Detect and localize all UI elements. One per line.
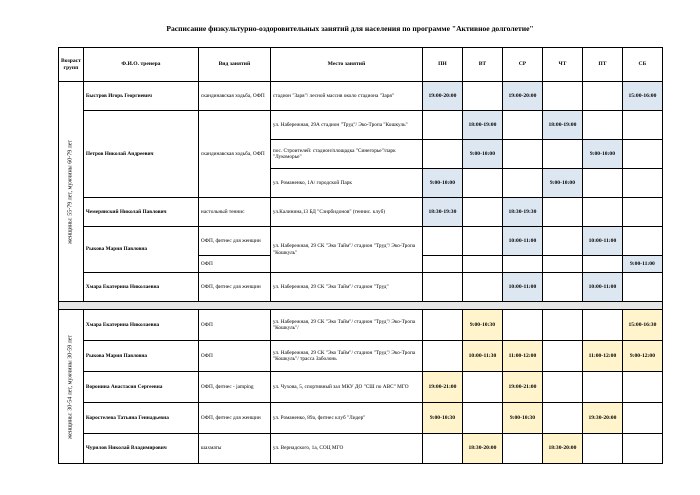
trainer-name: Быстров Игорь Георгиевич	[83, 82, 198, 111]
activity-type: ОФП	[198, 310, 270, 341]
schedule-table	[58, 47, 663, 464]
time-cell-fri	[582, 82, 622, 111]
time-cell-fri	[582, 372, 622, 403]
time-cell-thu	[542, 273, 582, 302]
venue: пос. Строителей: стадион/площадка "Синегорье"/парк "Лукоморье"	[270, 140, 422, 169]
activity-type: ОФП	[198, 341, 270, 372]
trainer-name: Воронина Анастасия Сергеевна	[83, 372, 198, 403]
time-cell-tue	[462, 82, 502, 111]
time-cell-wed: 10:00-11:00	[502, 273, 542, 302]
time-cell-fri	[582, 111, 622, 140]
time-cell-sat	[622, 372, 662, 403]
time-cell-fri	[582, 256, 622, 273]
time-cell-thu	[542, 227, 582, 256]
activity-type: скандинавская ходьба, ОФП	[198, 111, 270, 198]
venue: ул. Романенко, 1А/ городской Парк	[270, 169, 422, 198]
header-day-fri: ПТ	[582, 48, 622, 82]
venue: ул.Калинина,13 БД "Сзирбидонов" (теннис. клуб)	[270, 198, 422, 227]
time-cell-fri	[582, 434, 622, 464]
time-cell-wed	[502, 140, 542, 169]
time-cell-thu	[542, 341, 582, 372]
header-row	[59, 48, 663, 82]
trainer-name: Чемерянский Николай Павлович	[83, 198, 198, 227]
time-cell-thu: 18:00-19:00	[542, 111, 582, 140]
time-cell-tue: 9:00-10:00	[462, 140, 502, 169]
time-cell-fri	[582, 310, 622, 341]
activity-type: ОФП, фитнес для женщин	[198, 273, 270, 302]
header-group: Возраст групп	[59, 48, 84, 82]
time-cell-tue: 18:00-19:00	[462, 111, 502, 140]
time-cell-tue	[462, 198, 502, 227]
age-group-label	[59, 82, 84, 302]
time-cell-sat	[622, 198, 662, 227]
time-cell-wed	[502, 169, 542, 198]
table-row	[59, 310, 663, 341]
age-group-label	[59, 310, 84, 464]
time-cell-sat	[622, 140, 662, 169]
group-separator	[59, 302, 663, 310]
venue: ул. Набережная, 29 СК "Эко Тайм"/ стадион "Труд"/ Эко-Тропа "Кошкуль"/ трасса Заболонь	[270, 341, 422, 372]
time-cell-sat: 9:00-11:00	[622, 256, 662, 273]
activity-type: скандинавская ходьба, ОФП	[198, 82, 270, 111]
table-row	[59, 434, 663, 464]
time-cell-thu	[542, 372, 582, 403]
time-cell-sat	[622, 403, 662, 434]
age-group-text: женщины: 55-79 лет, мужчины 60-79 лет	[67, 139, 74, 244]
time-cell-mon	[422, 310, 462, 341]
time-cell-wed: 9:00-10:30	[502, 403, 542, 434]
separator-cell	[59, 302, 663, 310]
time-cell-mon: 19:00-20:00	[422, 82, 462, 111]
time-cell-thu: 18:30-20:00	[542, 434, 582, 464]
time-cell-wed: 10:00-11:00	[502, 227, 542, 256]
time-cell-wed	[502, 310, 542, 341]
time-cell-mon: 19:00-21:00	[422, 372, 462, 403]
header-kind: Вид занятий	[198, 48, 270, 82]
time-cell-sat: 15:00-16:30	[622, 310, 662, 341]
time-cell-thu	[542, 82, 582, 111]
time-cell-fri	[582, 169, 622, 198]
venue: ул. Набережная, 29 СК "Эко Тайм"/ стадион "Труд"	[270, 273, 422, 302]
venue: стадион "Заря"/ лесной массив около стадиона "Заря"	[270, 82, 422, 111]
time-cell-wed: 11:00-12:00	[502, 341, 542, 372]
time-cell-tue	[462, 169, 502, 198]
header-day-mon: ПН	[422, 48, 462, 82]
time-cell-thu	[542, 403, 582, 434]
table-row	[59, 372, 663, 403]
trainer-name: Хмара Екатерина Николаевна	[83, 310, 198, 341]
time-cell-wed	[502, 434, 542, 464]
time-cell-wed	[502, 111, 542, 140]
venue: ул. Набережная, 29 СК "Эко Тайм"/ стадион "Труд"/ Эко-Тропа "Кошкуль"	[270, 227, 422, 273]
time-cell-mon: 9:00-10:30	[422, 403, 462, 434]
trainer-name: Рыкова Мария Павловна	[83, 227, 198, 273]
activity-type: ОФП	[198, 256, 270, 273]
time-cell-wed: 18:30-19:30	[502, 198, 542, 227]
header-day-sat: СБ	[622, 48, 662, 82]
trainer-name: Чурилов Николай Владимирович	[83, 434, 198, 464]
trainer-name: Петров Николай Андреевич	[83, 111, 198, 198]
time-cell-tue: 10:00-11:30	[462, 341, 502, 372]
time-cell-thu	[542, 140, 582, 169]
trainer-name: Рыкова Мария Павловна	[83, 341, 198, 372]
table-row	[59, 198, 663, 227]
time-cell-tue	[462, 256, 502, 273]
header-day-tue: ВТ	[462, 48, 502, 82]
time-cell-mon	[422, 434, 462, 464]
time-cell-sat	[622, 227, 662, 256]
trainer-name: Коростелева Татьяна Геннадьевна	[83, 403, 198, 434]
venue: ул. Романенко, 89а, фитнес клуб "Лидер"	[270, 403, 422, 434]
time-cell-fri: 9:00-10:00	[582, 140, 622, 169]
header-day-wed: СР	[502, 48, 542, 82]
time-cell-mon	[422, 140, 462, 169]
time-cell-fri	[582, 198, 622, 227]
time-cell-mon: 18:30-19:30	[422, 198, 462, 227]
time-cell-mon	[422, 227, 462, 256]
activity-type: ОФП, фитнес - jamping	[198, 372, 270, 403]
time-cell-sat	[622, 169, 662, 198]
table-row	[59, 273, 663, 302]
time-cell-wed: 19:00-21:00	[502, 372, 542, 403]
time-cell-fri: 11:00-12:00	[582, 341, 622, 372]
time-cell-thu	[542, 310, 582, 341]
time-cell-sat	[622, 111, 662, 140]
time-cell-mon	[422, 273, 462, 302]
venue: ул. Набережная, 29А стадион "Труд"/ Эко-Тропа "Кошкуль"	[270, 111, 422, 140]
activity-type: настольный теннис	[198, 198, 270, 227]
time-cell-mon: 9:00-10:00	[422, 169, 462, 198]
activity-type: ОФП, фитнес для женщин	[198, 227, 270, 256]
page-title: Расписание физкультурно-оздоровительных занятий для населения по программе "Активное долголетие"	[166, 24, 534, 33]
time-cell-mon	[422, 341, 462, 372]
time-cell-thu: 9:00-10:00	[542, 169, 582, 198]
trainer-name: Хмара Екатерина Николаевна	[83, 273, 198, 302]
time-cell-tue	[462, 372, 502, 403]
time-cell-fri: 10:00-11:00	[582, 273, 622, 302]
table-row	[59, 341, 663, 372]
time-cell-tue	[462, 403, 502, 434]
time-cell-tue: 18:30-20:00	[462, 434, 502, 464]
time-cell-mon	[422, 111, 462, 140]
time-cell-thu	[542, 198, 582, 227]
activity-type: ОФП, фитнес для женщин	[198, 403, 270, 434]
time-cell-sat: 9:00-12:00	[622, 341, 662, 372]
age-group-text: женщины: 30-54 лет, мужчины 30-59 лет	[67, 334, 74, 439]
time-cell-wed: 19:00-20:00	[502, 82, 542, 111]
activity-type: шахматы	[198, 434, 270, 464]
time-cell-sat	[622, 434, 662, 464]
time-cell-wed	[502, 256, 542, 273]
time-cell-fri: 10:00-11:00	[582, 227, 622, 256]
time-cell-sat	[622, 273, 662, 302]
table-row	[59, 227, 663, 256]
time-cell-fri: 19:30-20:00	[582, 403, 622, 434]
venue: ул. Набережная, 29 СК "Эко Тайм"/ стадион "Труд"/ Эко-Тропа "Кошкуль"/	[270, 310, 422, 341]
header-day-thu: ЧТ	[542, 48, 582, 82]
table-row	[59, 82, 663, 111]
header-place: Место занятий	[270, 48, 422, 82]
table-row	[59, 403, 663, 434]
venue: ул. Чухова, 5, спортивный зал МКУ ДО "СШ по АВС" МГО	[270, 372, 422, 403]
venue: ул. Вернадского, 1а, СОЦ МГО	[270, 434, 422, 464]
time-cell-tue	[462, 227, 502, 256]
time-cell-thu	[542, 256, 582, 273]
time-cell-sat: 15:00-16:00	[622, 82, 662, 111]
time-cell-tue: 9:00-10:30	[462, 310, 502, 341]
time-cell-mon	[422, 256, 462, 273]
header-trainer: Ф.И.О. тренера	[83, 48, 198, 82]
time-cell-tue	[462, 273, 502, 302]
table-row	[59, 111, 663, 140]
